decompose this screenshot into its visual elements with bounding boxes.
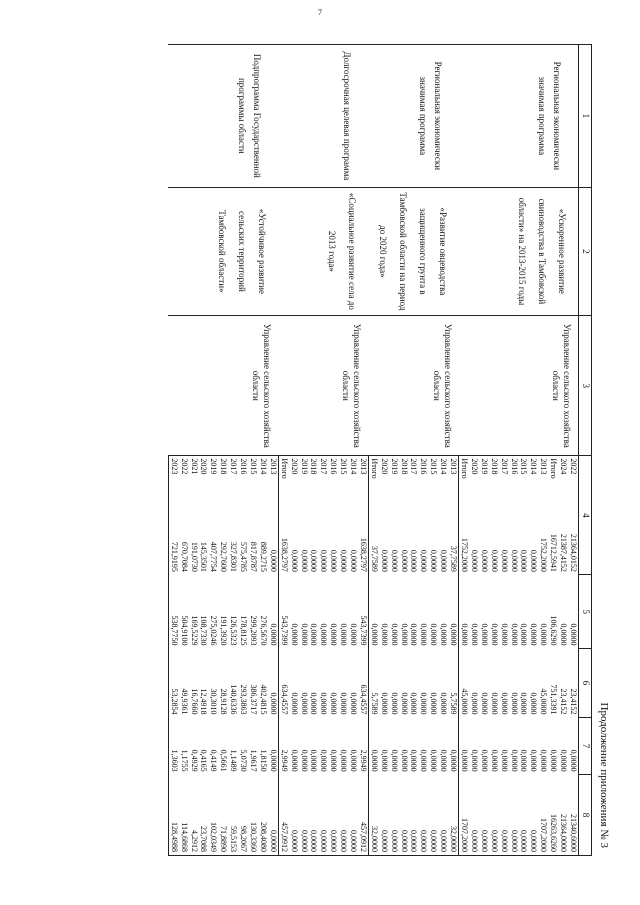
total-cell: 817,8787 bbox=[249, 541, 258, 572]
year-cell: 2013 bbox=[448, 456, 458, 492]
program-type: Долгосрочная целевая программа bbox=[278, 45, 368, 188]
total-cell: 575,4785 bbox=[239, 541, 249, 572]
total-cell: 0,0000 bbox=[329, 549, 339, 572]
regional-cell: 5,7589 bbox=[368, 649, 378, 718]
program-name: «Устойчивое развитие сельских территорий Тамбовской области» bbox=[168, 187, 278, 315]
header-col-3: 3 bbox=[579, 316, 592, 456]
total-cell: 1752,2000 bbox=[459, 492, 469, 575]
local-cell: 0,0000 bbox=[379, 749, 389, 772]
year-cell: 2020 bbox=[289, 456, 299, 492]
federal-cell: 108,7330 bbox=[199, 615, 209, 646]
local-cell: 0,0000 bbox=[389, 749, 399, 772]
table-row bbox=[268, 45, 278, 856]
extrabudget-cell: 457,0912 bbox=[278, 775, 288, 856]
total-cell: 0,0000 bbox=[339, 549, 349, 572]
local-cell: 5,0730 bbox=[239, 749, 249, 772]
total-cell: 1638,2797 bbox=[278, 492, 288, 575]
total-cell: 889,2715 bbox=[258, 541, 268, 572]
extrabudget-cell: 0,0000 bbox=[438, 775, 448, 856]
total-cell: 0,0000 bbox=[529, 549, 539, 572]
program-name: «Ускоренное развитие свиноводства в Тамбовской области» на 2013-2015 годы bbox=[459, 187, 579, 315]
year-cell: Итого bbox=[368, 456, 378, 492]
extrabudget-cell: 0,0000 bbox=[428, 775, 438, 856]
local-cell: 0,0000 bbox=[399, 749, 409, 772]
total-cell: 191,0730 bbox=[189, 541, 199, 572]
extrabudget-cell: 0,0000 bbox=[479, 775, 489, 856]
extrabudget-cell: 128,4988 bbox=[168, 775, 178, 856]
total-cell: 0,0000 bbox=[519, 549, 529, 572]
extrabudget-cell: 0,0000 bbox=[318, 775, 328, 856]
total-cell: 145,3501 bbox=[199, 541, 209, 572]
extrabudget-cell: 208,4080 bbox=[258, 775, 268, 856]
local-cell: 0,0000 bbox=[489, 749, 499, 772]
total-cell: 0,0000 bbox=[379, 549, 389, 572]
program-name: «Развитие овцеводства защищенного грунта в Тамбовской области на период до 2020 года» bbox=[368, 187, 458, 315]
year-cell: 2016 bbox=[328, 456, 338, 492]
extrabudget-cell: 457,0912 bbox=[358, 775, 368, 856]
local-cell: 0,0000 bbox=[319, 749, 329, 772]
federal-cell: 276,5670 bbox=[258, 615, 268, 646]
federal-cell: 0,0000 bbox=[268, 623, 278, 646]
extrabudget-cell: 1707,2000 bbox=[538, 775, 548, 856]
extrabudget-cell: 71,8890 bbox=[218, 775, 228, 856]
federal-cell: 0,0000 bbox=[389, 623, 399, 646]
extrabudget-cell: 0,0000 bbox=[499, 775, 509, 856]
federal-cell: 0,0000 bbox=[449, 623, 459, 646]
regional-cell: 23,4152 bbox=[569, 688, 578, 715]
federal-cell: 0,0000 bbox=[319, 623, 329, 646]
year-cell: 2019 bbox=[208, 456, 218, 492]
federal-cell: 0,0000 bbox=[409, 623, 419, 646]
federal-cell: 0,0000 bbox=[499, 623, 509, 646]
local-cell: 0,0000 bbox=[569, 749, 578, 772]
regional-cell: 386,3717 bbox=[249, 684, 258, 715]
year-cell: 2020 bbox=[199, 456, 209, 492]
regional-cell: 0,0000 bbox=[479, 692, 489, 715]
regional-cell: 0,0000 bbox=[319, 692, 329, 715]
extrabudget-cell: 0,0000 bbox=[309, 775, 319, 856]
local-cell: 1,3603 bbox=[168, 718, 178, 775]
federal-cell: 0,0000 bbox=[329, 623, 339, 646]
local-cell: 0,4149 bbox=[209, 749, 219, 772]
federal-cell: 0,0000 bbox=[429, 623, 439, 646]
local-cell: 0,0000 bbox=[299, 749, 309, 772]
year-cell: 2018 bbox=[399, 456, 409, 492]
federal-cell: 543,7399 bbox=[278, 575, 288, 649]
federal-cell: 0,0000 bbox=[368, 575, 378, 649]
year-cell: 2013 bbox=[358, 456, 368, 492]
year-cell: 2016 bbox=[238, 456, 248, 492]
regional-cell: 634,4557 bbox=[358, 684, 368, 715]
total-cell: 21364,0152 bbox=[569, 533, 578, 572]
rotated-document-page bbox=[10, 44, 610, 856]
program-type: Региональная экономически значимая программа bbox=[368, 45, 458, 188]
local-cell: 0,0000 bbox=[559, 749, 569, 772]
year-cell: 2020 bbox=[469, 456, 479, 492]
extrabudget-cell: 0,0000 bbox=[469, 775, 479, 856]
year-cell: Итого bbox=[278, 456, 288, 492]
federal-cell: 0,0000 bbox=[459, 575, 469, 649]
regional-cell: 0,0000 bbox=[339, 692, 349, 715]
federal-cell: 0,0000 bbox=[569, 623, 578, 646]
total-cell: 37,7589 bbox=[449, 545, 459, 572]
extrabudget-cell: 130,3360 bbox=[248, 775, 258, 856]
federal-cell: 543,7399 bbox=[358, 615, 368, 646]
year-cell: 2013 bbox=[538, 456, 548, 492]
header-col-8: 8 bbox=[579, 775, 592, 856]
year-cell: 2022 bbox=[179, 456, 189, 492]
page-number: 7 bbox=[318, 8, 322, 17]
regional-cell: 16,7660 bbox=[189, 688, 199, 715]
federal-cell: 106,6290 bbox=[549, 615, 559, 646]
local-cell: 2,9949 bbox=[278, 718, 288, 775]
total-cell: 0,0000 bbox=[319, 549, 329, 572]
local-cell: 0,0000 bbox=[339, 749, 349, 772]
regional-cell: 5,7589 bbox=[449, 692, 459, 715]
extrabudget-cell: 0,0000 bbox=[419, 775, 429, 856]
federal-cell: 0,0000 bbox=[479, 623, 489, 646]
year-cell: 2018 bbox=[218, 456, 228, 492]
year-cell: 2024 bbox=[558, 456, 568, 492]
total-cell: 21387,4152 bbox=[559, 533, 569, 572]
extrabudget-cell: 98,2067 bbox=[238, 775, 248, 856]
total-cell: 670,7084 bbox=[179, 541, 189, 572]
year-cell: 2019 bbox=[479, 456, 489, 492]
regional-cell: 634,4557 bbox=[278, 649, 288, 718]
total-cell: 327,8301 bbox=[229, 541, 239, 572]
regional-cell: 0,0000 bbox=[309, 692, 319, 715]
regional-cell: 0,0000 bbox=[519, 692, 529, 715]
extrabudget-cell: 0,0000 bbox=[268, 775, 278, 856]
regional-cell: 0,0000 bbox=[529, 692, 539, 715]
table-row bbox=[358, 45, 368, 856]
regional-cell: 0,0000 bbox=[439, 692, 449, 715]
extrabudget-cell: 4,2912 bbox=[189, 775, 199, 856]
local-cell: 0,0000 bbox=[409, 749, 419, 772]
regional-cell: 53,2854 bbox=[168, 649, 178, 718]
local-cell: 0,0000 bbox=[549, 749, 559, 772]
regional-cell: 23,4152 bbox=[559, 688, 569, 715]
total-cell: 0,0000 bbox=[509, 549, 519, 572]
table-row bbox=[448, 45, 458, 856]
year-cell: 2015 bbox=[248, 456, 258, 492]
year-cell: 2022 bbox=[568, 456, 578, 492]
federal-cell: 0,0000 bbox=[419, 623, 429, 646]
local-cell: 0,0000 bbox=[459, 718, 469, 775]
regional-cell: 0,0000 bbox=[349, 692, 359, 715]
year-cell: 2016 bbox=[509, 456, 519, 492]
extrabudget-cell: 32,0000 bbox=[368, 775, 378, 856]
year-cell: 2014 bbox=[258, 456, 268, 492]
regional-cell: 0,0000 bbox=[379, 692, 389, 715]
year-cell: 2021 bbox=[189, 456, 199, 492]
federal-cell: 0,0000 bbox=[489, 623, 499, 646]
total-cell: 0,0000 bbox=[429, 549, 439, 572]
federal-cell: 538,7750 bbox=[168, 575, 178, 649]
federal-cell: 299,2093 bbox=[249, 615, 258, 646]
year-cell: 2013 bbox=[268, 456, 278, 492]
total-cell: 0,0000 bbox=[479, 549, 489, 572]
local-cell: 0,0000 bbox=[439, 749, 449, 772]
regional-cell: 12,4918 bbox=[199, 688, 209, 715]
extrabudget-cell: 1707,2000 bbox=[459, 775, 469, 856]
regional-cell: 0,0000 bbox=[419, 692, 429, 715]
federal-cell: 504,9100 bbox=[179, 615, 189, 646]
local-cell: 1,1755 bbox=[179, 749, 189, 772]
extrabudget-cell: 0,0000 bbox=[389, 775, 399, 856]
total-cell: 292,7600 bbox=[219, 541, 229, 572]
local-cell: 0,0000 bbox=[499, 749, 509, 772]
total-cell: 0,0000 bbox=[289, 549, 299, 572]
year-cell: Итого bbox=[459, 456, 469, 492]
extrabudget-cell: 0,0000 bbox=[509, 775, 519, 856]
total-cell: 16712,5941 bbox=[549, 533, 559, 572]
extrabudget-cell: 0,0000 bbox=[379, 775, 389, 856]
regional-cell: 0,0000 bbox=[409, 692, 419, 715]
extrabudget-cell: 102,0349 bbox=[208, 775, 218, 856]
regional-cell: 751,3391 bbox=[549, 684, 559, 715]
federal-cell: 0,0000 bbox=[509, 623, 519, 646]
total-cell: 0,0000 bbox=[469, 549, 479, 572]
total-cell: 0,0000 bbox=[299, 549, 309, 572]
local-cell: 0,4165 bbox=[199, 749, 209, 772]
local-cell: 1,1489 bbox=[229, 749, 239, 772]
year-cell: 2018 bbox=[309, 456, 319, 492]
regional-cell: 30,3010 bbox=[209, 688, 219, 715]
local-cell: 1,9617 bbox=[249, 749, 258, 772]
table-row bbox=[568, 45, 578, 856]
year-cell: 2015 bbox=[428, 456, 438, 492]
federal-cell: 0,0000 bbox=[399, 623, 409, 646]
local-cell: 0,0000 bbox=[449, 749, 459, 772]
regional-cell: 293,3863 bbox=[239, 684, 249, 715]
year-cell: 2017 bbox=[228, 456, 238, 492]
local-cell: 0,0000 bbox=[419, 749, 429, 772]
program-executor: Управление сельского хозяйства области bbox=[368, 316, 458, 456]
extrabudget-cell: 0,0000 bbox=[348, 775, 358, 856]
total-cell: 721,9195 bbox=[168, 492, 178, 575]
extrabudget-cell: 16263,6260 bbox=[548, 775, 558, 856]
total-cell: 0,0000 bbox=[419, 549, 429, 572]
year-cell: 2019 bbox=[299, 456, 309, 492]
local-cell: 0,0000 bbox=[429, 749, 439, 772]
federal-cell: 0,0000 bbox=[339, 623, 349, 646]
extrabudget-cell: 0,0000 bbox=[299, 775, 309, 856]
year-cell: 2014 bbox=[528, 456, 538, 492]
total-cell: 0,0000 bbox=[389, 549, 399, 572]
regional-cell: 140,6336 bbox=[229, 684, 239, 715]
extrabudget-cell: 0,0000 bbox=[338, 775, 348, 856]
extrabudget-cell: 0,0000 bbox=[399, 775, 409, 856]
federal-cell: 0,0000 bbox=[379, 623, 389, 646]
regional-cell: 0,0000 bbox=[469, 692, 479, 715]
federal-cell: 178,8125 bbox=[239, 615, 249, 646]
federal-cell: 0,0000 bbox=[299, 623, 309, 646]
program-name: «Социальное развитие села до 2013 года» bbox=[278, 187, 368, 315]
regional-cell: 0,0000 bbox=[329, 692, 339, 715]
total-cell: 1752,2000 bbox=[539, 537, 549, 572]
local-cell: 0,0000 bbox=[519, 749, 529, 772]
local-cell: 0,0000 bbox=[329, 749, 339, 772]
federal-cell: 0,0000 bbox=[309, 623, 319, 646]
federal-cell: 126,5323 bbox=[229, 615, 239, 646]
total-cell: 37,7589 bbox=[368, 492, 378, 575]
total-cell: 407,7754 bbox=[209, 541, 219, 572]
year-cell: 2017 bbox=[499, 456, 509, 492]
extrabudget-cell: 59,5153 bbox=[228, 775, 238, 856]
header-col-7: 7 bbox=[579, 718, 592, 775]
header-col-2: 2 bbox=[579, 187, 592, 315]
regional-cell: 0,0000 bbox=[429, 692, 439, 715]
extrabudget-cell: 0,0000 bbox=[489, 775, 499, 856]
extrabudget-cell: 21364,0000 bbox=[558, 775, 568, 856]
year-cell: 2015 bbox=[338, 456, 348, 492]
budget-table bbox=[168, 44, 592, 856]
federal-cell: 275,0246 bbox=[209, 615, 219, 646]
regional-cell: 0,0000 bbox=[389, 692, 399, 715]
program-executor: Управление сельского хозяйства области bbox=[168, 316, 278, 456]
federal-cell: 0,0000 bbox=[539, 623, 549, 646]
continuation-caption: Продолжение приложения № 3 bbox=[598, 702, 610, 848]
year-cell: 2014 bbox=[438, 456, 448, 492]
year-cell: 2020 bbox=[379, 456, 389, 492]
total-cell: 0,0000 bbox=[499, 549, 509, 572]
local-cell: 0,0000 bbox=[309, 749, 319, 772]
regional-cell: 0,0000 bbox=[289, 692, 299, 715]
header-col-6: 6 bbox=[579, 649, 592, 718]
federal-cell: 0,0000 bbox=[289, 623, 299, 646]
local-cell: 0,5661 bbox=[219, 749, 229, 772]
local-cell: 0,0000 bbox=[368, 718, 378, 775]
federal-cell: 0,0000 bbox=[469, 623, 479, 646]
extrabudget-cell: 0,0000 bbox=[528, 775, 538, 856]
federal-cell: 169,5229 bbox=[189, 615, 199, 646]
local-cell: 0,0000 bbox=[268, 749, 278, 772]
federal-cell: 0,0000 bbox=[439, 623, 449, 646]
header-col-5: 5 bbox=[579, 575, 592, 649]
total-cell: 0,0000 bbox=[349, 549, 359, 572]
extrabudget-cell: 23,7088 bbox=[199, 775, 209, 856]
regional-cell: 0,0000 bbox=[499, 692, 509, 715]
total-cell: 0,0000 bbox=[489, 549, 499, 572]
year-cell: 2017 bbox=[409, 456, 419, 492]
local-cell: 0,0000 bbox=[289, 749, 299, 772]
program-executor: Управление сельского хозяйства области bbox=[459, 316, 579, 456]
regional-cell: 45,0000 bbox=[459, 649, 469, 718]
total-cell: 0,0000 bbox=[399, 549, 409, 572]
year-cell: 2016 bbox=[419, 456, 429, 492]
extrabudget-cell: 0,0000 bbox=[409, 775, 419, 856]
year-cell: 2017 bbox=[318, 456, 328, 492]
federal-cell: 0,0000 bbox=[529, 623, 539, 646]
local-cell: 0,0000 bbox=[479, 749, 489, 772]
local-cell: 0,0000 bbox=[469, 749, 479, 772]
regional-cell: 0,0000 bbox=[509, 692, 519, 715]
header-col-1: 1 bbox=[579, 45, 592, 188]
program-type: Региональная экономически значимая программа bbox=[459, 45, 579, 188]
extrabudget-cell: 0,0000 bbox=[519, 775, 529, 856]
regional-cell: 0,0000 bbox=[268, 692, 278, 715]
local-cell: 0,4929 bbox=[189, 749, 199, 772]
header-row bbox=[579, 45, 592, 856]
regional-cell: 49,9361 bbox=[179, 688, 189, 715]
total-cell: 0,0000 bbox=[439, 549, 449, 572]
program-executor: Управление сельского хозяйства области bbox=[278, 316, 368, 456]
year-cell: Итого bbox=[548, 456, 558, 492]
total-cell: 0,0000 bbox=[309, 549, 319, 572]
regional-cell: 0,0000 bbox=[299, 692, 309, 715]
year-cell: 2019 bbox=[389, 456, 399, 492]
local-cell: 0,0000 bbox=[539, 749, 549, 772]
regional-cell: 0,0000 bbox=[489, 692, 499, 715]
total-cell: 0,0000 bbox=[268, 549, 278, 572]
regional-cell: 402,4815 bbox=[258, 684, 268, 715]
year-cell: 2023 bbox=[168, 456, 178, 492]
local-cell: 0,0000 bbox=[349, 749, 359, 772]
federal-cell: 0,0000 bbox=[519, 623, 529, 646]
extrabudget-cell: 114,6868 bbox=[179, 775, 189, 856]
year-cell: 2014 bbox=[348, 456, 358, 492]
local-cell: 0,0000 bbox=[509, 749, 519, 772]
regional-cell: 0,0000 bbox=[399, 692, 409, 715]
local-cell: 2,9949 bbox=[358, 749, 368, 772]
extrabudget-cell: 0,0000 bbox=[289, 775, 299, 856]
year-cell: 2018 bbox=[489, 456, 499, 492]
extrabudget-cell: 0,0000 bbox=[328, 775, 338, 856]
regional-cell: 28,9128 bbox=[219, 688, 229, 715]
federal-cell: 0,0000 bbox=[349, 623, 359, 646]
total-cell: 1638,2797 bbox=[358, 537, 368, 572]
regional-cell: 45,0000 bbox=[539, 688, 549, 715]
year-cell: 2015 bbox=[519, 456, 529, 492]
extrabudget-cell: 32,0000 bbox=[448, 775, 458, 856]
federal-cell: 0,0000 bbox=[559, 623, 569, 646]
program-type: Подпрограмма Государственной программы области bbox=[168, 45, 278, 188]
local-cell: 0,0000 bbox=[529, 749, 539, 772]
extrabudget-cell: 21340,6000 bbox=[568, 775, 578, 856]
local-cell: 1,8150 bbox=[258, 749, 268, 772]
header-col-4: 4 bbox=[579, 456, 592, 575]
total-cell: 0,0000 bbox=[409, 549, 419, 572]
federal-cell: 191,3920 bbox=[219, 615, 229, 646]
